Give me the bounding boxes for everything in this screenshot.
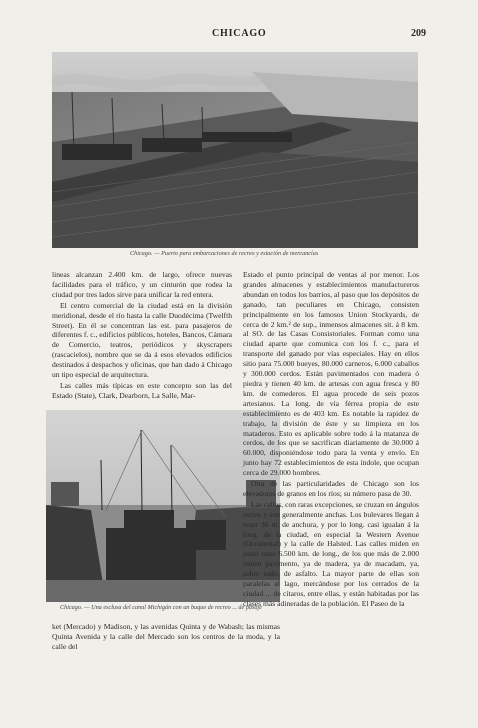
harbor-photo	[52, 52, 418, 248]
left-column-bottom	[52, 622, 280, 653]
harbor-photo-caption: Chicago. — Puerto para embarcaciones de recreo y estación de mercancías	[130, 250, 319, 257]
paragraph: Las calles más típicas en este concepto son las del Estado (State), Clark, Dearborn, La Salle, Mar-	[52, 380, 232, 400]
left-column-top	[52, 270, 232, 402]
paragraph: Estado el punto principal de ventas al por menor. Los grandes almacenes y establecimientos manufactureros abundan en todos los barrios, al paso que los depósitos de ganado, tan peculiares en Chicago, consisten principalmente en los famosos Union Stockyards, de cerca de 2 km.² de sup., inmensos almacenes sit. á 8 km. al SO. de las Casas Consistoriales. Forman como una ciudad aparte que comunica con los f. c., para el transporte del ganado por vías especiales. Hay en ellos sitio para 75.000 bueyes, 80.000 carneros, 6.000 caballos y 300.000 cerdos. Están pavimentados con madera ó piedra y tienen 40 km. de artesas con agua fresca y 80 km. de comederos. El agua procede de seis pozos artesianos. La long. de vía férrea propia de este establecimiento es de 403 km. Es notable la rapidez de trabajo, la división de éste y su limpieza en los mataderos. Esto es aplicable sobre todo á la matanza de cerdos, de los que se sacrifican diariamente de 30.000 á 60.000, disponiéndose todo para la venta y envío. En junto hay 72 establecimientos de esta índole, que ocupan cerca de 29.000 hombres.	[243, 270, 419, 478]
right-column	[243, 270, 419, 610]
paragraph: Las calles, con raras excepciones, se cruzan en ángulos rectos y son generalmente anchas. Los bulevares llegan á tener 36 m. de anchura, y por lo long. casi igualan á la long. de la ciudad, en especial la Western Avenue (Occidental) y la calle de Halsted. Las calles miden en junto unos 6.500 km. de long., de los que más de 2.000 tienen pavimento, ya de madera, ya de macadam, ya, sobre todo, de asfalto. La mayor parte de ellas son paralelas al lago, mercándose por los cerrados de la ciudad ... de cítaros, entre ellas, y están habitadas por las clases más adineradas de la población. El Paseo de la	[243, 499, 419, 608]
harbor-photo-illustration	[52, 52, 418, 248]
paragraph: El centro comercial de la ciudad está en la división meridional, desde el río hasta la calle Duodécima (Twelfth Street). En él se concentran las est. para pasajeros de diferentes f. c., edificios públicos, hoteles, Bancos, Cámara de Comercio, teatros, periódicos y skyscrapers (rascacielos), nombre que se da á esos elevados edificios destinados á despachos y oficinas, que han dado á Chicago un tipo especial de arquitectura.	[52, 300, 232, 380]
running-title: CHICAGO	[212, 28, 267, 39]
page-number: 209	[411, 28, 426, 39]
paragraph: Otra de las particularidades de Chicago son los elevadores de granos en los ríos; su número pasa de 30.	[243, 479, 419, 498]
running-header	[0, 26, 478, 42]
canal-lock-photo-caption: Chicago. — Una esclusa del canal Michigán con un buque de recreo ... de pasaje	[60, 604, 262, 611]
paragraph: ket (Mercado) y Madison, y las avenidas Quinta y de Wabash; las mismas Quinta Avenida y la calle del Mercado son los centros de la moda, y la calle del	[52, 622, 280, 651]
paragraph: lineas alcanzan 2.400 km. de largo, ofrece nuevas facilidades para el tráfico, y un cinturón que rodea la ciudad por tres lados sirve para unificar la red entera.	[52, 270, 232, 299]
